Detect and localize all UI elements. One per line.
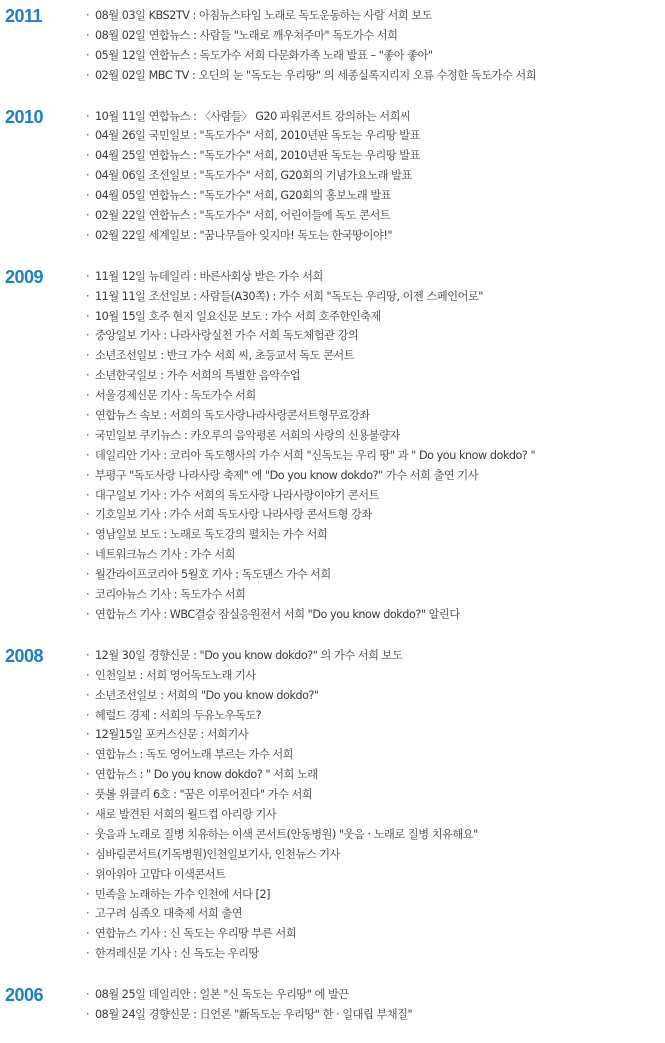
press-item: · 04월 05일 연합뉴스 : "독도가수" 서희, G20회의 홍보노래 발표 <box>86 186 665 206</box>
press-item: · 02월 22일 연합뉴스 : "독도가수" 서희, 어린이들에 독도 콘서트 <box>86 206 665 226</box>
press-item: · 웃음과 노래로 질병 치유하는 이색 콘서트(안동병원) "웃음 · 노래로 질병 치유해요" <box>86 825 665 845</box>
year-section-2010 <box>0 107 665 246</box>
press-item: · 소년한국일보 : 가수 서희의 특별한 음악수업 <box>86 366 665 386</box>
press-item: · 연합뉴스 : 독도 영어노래 부르는 가수 서희 <box>86 745 665 765</box>
press-item: · 04월 25일 연합뉴스 : "독도가수" 서희, 2010년판 독도는 우리땅 발표 <box>86 146 665 166</box>
press-item: · 한겨레신문 기사 : 신 독도는 우리땅 <box>86 944 665 964</box>
press-item: · 08월 25일 데일리안 : 일본 "신 독도는 우리땅" 에 발끈 <box>86 985 665 1005</box>
press-item: · 서울경제신문 기사 : 독도가수 서희 <box>86 386 665 406</box>
press-list <box>86 985 665 1025</box>
press-item: · 대구일보 기사 : 가수 서희의 독도사랑 나라사랑이야기 콘서트 <box>86 486 665 506</box>
press-list <box>86 107 665 246</box>
press-item: · 연합뉴스 속보 : 서희의 독도사랑나라사랑콘서트형무료강좌 <box>86 406 665 426</box>
year-heading: 2006 <box>5 985 44 1006</box>
year-section-2006 <box>0 985 665 1025</box>
press-item: · 심바림콘서트(기독병원)인천일보기사, 인천뉴스 기사 <box>86 845 665 865</box>
press-item: · 11월 12일 뉴데일리 : 바른사회상 받은 가수 서희 <box>86 267 665 287</box>
press-item: · 08월 24일 경향신문 : 日언론 "新독도는 우리땅" 한 · 일대립 부채질" <box>86 1005 665 1025</box>
press-item: · 연합뉴스 기사 : WBC결승 잠실응원전서 서희 "Do you know dokdo?" 알린다 <box>86 605 665 625</box>
press-item: · 위아위아 고맙다 이색콘서트 <box>86 865 665 885</box>
press-item: · 기호일보 기사 : 가수 서희 독도사랑 나라사랑 콘서트형 강좌 <box>86 505 665 525</box>
press-list <box>86 267 665 625</box>
press-item: · 11월 11일 조선일보 : 사람들(A30쪽) : 가수 서희 "독도는 우리땅, 이젠 스페인어로" <box>86 287 665 307</box>
press-item: · 08월 02일 연합뉴스 : 사람들 "노래로 깨우쳐주마" 독도가수 서희 <box>86 26 665 46</box>
press-item: · 12월 30일 경향신문 : "Do you know dokdo?" 의 가수 서희 보도 <box>86 646 665 666</box>
year-heading: 2011 <box>5 6 43 26</box>
press-item: · 월간라이프코리아 5월호 기사 : 독도댄스 가수 서희 <box>86 565 665 585</box>
press-item: · 04월 06일 조선일보 : "독도가수" 서희, G20회의 기념가요노래 발표 <box>86 166 665 186</box>
press-list <box>86 6 665 86</box>
press-item: · 새로 발견된 서희의 월드컵 아리랑 기사 <box>86 805 665 825</box>
press-item: · 연합뉴스 : " Do you know dokdo? " 서희 노래 <box>86 765 665 785</box>
press-item: · 10월 15일 호주 현지 일요신문 보도 : 가수 서희 호주한인축제 <box>86 307 665 327</box>
press-item: · 풋볼 위클리 6호 : "꿈은 이루어진다" 가수 서희 <box>86 785 665 805</box>
press-item: · 08월 03일 KBS2TV : 아침뉴스타임 노래로 독도운동하는 사람 서희 보도 <box>86 6 665 26</box>
press-item: · 연합뉴스 기사 : 신 독도는 우리땅 부른 서희 <box>86 924 665 944</box>
press-item: · 코리아뉴스 기사 : 독도가수 서희 <box>86 585 665 605</box>
press-item: · 헤럴드 경제 : 서희의 두유노우독도? <box>86 706 665 726</box>
press-item: · 영남일보 보도 : 노래로 독도강의 펼치는 가수 서희 <box>86 525 665 545</box>
press-item: · 국민일보 쿠키뉴스 : 카오루의 음악평론 서희의 사랑의 신용불량자 <box>86 426 665 446</box>
press-item: · 12월15일 포커스신문 : 서희기사 <box>86 725 665 745</box>
press-item: · 02월 02일 MBC TV : 오딘의 눈 "독도는 우리땅" 의 세종실록지리지 오류 수정한 독도가수 서희 <box>86 66 665 86</box>
press-item: · 05월 12일 연합뉴스 : 독도가수 서희 다문화가족 노래 발표 – "좋아 좋아" <box>86 46 665 66</box>
press-item: · 부평구 "독도사랑 나라사랑 축제" 에 "Do you know dokdo?" 가수 서희 출연 기사 <box>86 466 665 486</box>
press-item: · 중앙일보 기사 : 나라사랑실천 가수 서희 독도체험관 강의 <box>86 326 665 346</box>
press-item: · 데일리안 기사 : 코리아 독도행사의 가수 서희 "신독도는 우리 땅" 과 " Do you know dokdo? " <box>86 446 665 466</box>
year-heading: 2009 <box>5 266 44 287</box>
press-item: · 10월 11일 연합뉴스 : 〈사람들〉 G20 파워콘서트 강의하는 서희씨 <box>86 107 665 127</box>
press-item: · 소년조선일보 : 반크 가수 서희 씨, 초등교서 독도 콘서트 <box>86 346 665 366</box>
year-heading: 2010 <box>5 106 44 127</box>
press-item: · 고구려 심족오 대축제 서희 출연 <box>86 904 665 924</box>
year-section-2011 <box>0 6 665 86</box>
press-list <box>86 646 665 964</box>
year-section-2009 <box>0 267 665 625</box>
press-item: · 02월 22일 세계일보 : "꿈나무들아 잊지마! 독도는 한국땅이야!" <box>86 226 665 246</box>
press-item: · 인천일보 : 서희 영어독도노래 기사 <box>86 666 665 686</box>
year-heading: 2008 <box>5 645 44 666</box>
press-item: · 소년조선일보 : 서희의 "Do you know dokdo?" <box>86 686 665 706</box>
year-section-2008 <box>0 646 665 964</box>
press-item: · 네트워크뉴스 기사 : 가수 서희 <box>86 545 665 565</box>
press-item: · 민족을 노래하는 가수 인천에 서다 [2] <box>86 885 665 905</box>
press-item: · 04월 26일 국민일보 : "독도가수" 서희, 2010년판 독도는 우리땅 발표 <box>86 126 665 146</box>
